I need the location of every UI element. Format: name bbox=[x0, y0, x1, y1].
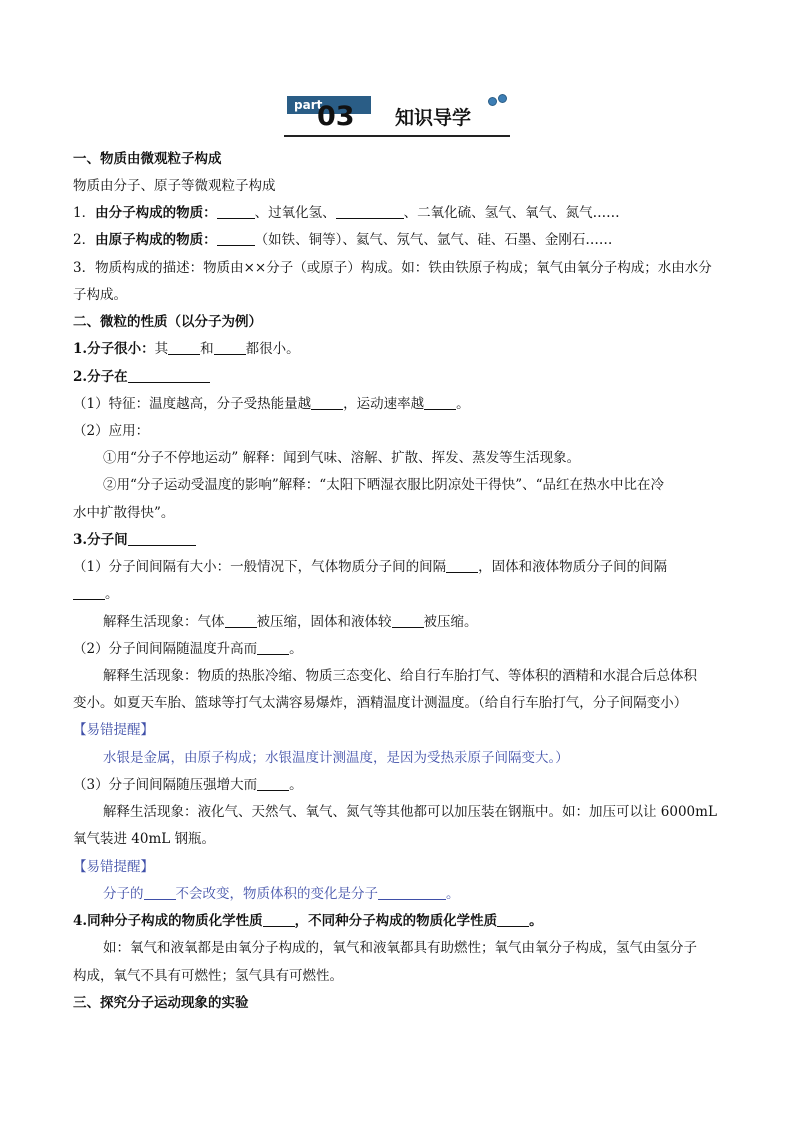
text-line: （3）分子间间隔随压强增大而 。 bbox=[73, 777, 303, 793]
subheading: 3.分子间 bbox=[73, 530, 196, 550]
subheading: 4.同种分子构成的物质化学性质 ，不同种分子构成的物质化学性质 。 bbox=[73, 913, 543, 929]
text-line: 如：氧气和液氧都是由氧分子构成的，氧气和液氧都具有助燃性；氧气由氧分子构成，氢气由氢分子 bbox=[103, 940, 697, 956]
part-badge bbox=[287, 96, 371, 136]
text-line: 解释生活现象：物质的热胀冷缩、物质三态变化、给自行车胎打气、等体积的酒精和水混合后总体积 bbox=[103, 668, 697, 684]
part-label: part. bbox=[287, 96, 371, 114]
text-line: ②用“分子运动受温度的影响”解释：“太阳下晒湿衣服比阴凉处干得快”、“品红在热水中比在冷 bbox=[103, 477, 665, 493]
text-line: （1）特征：温度越高，分子受热能量越 ，运动速率越 。 bbox=[73, 396, 470, 412]
text-line: 1．由分子构成的物质： 、过氧化氢、 、二氧化硫、氢气、氧气、氮气…… bbox=[73, 205, 620, 221]
section-title: 知识导学 bbox=[395, 107, 472, 129]
decorative-dots-icon bbox=[487, 94, 511, 108]
text-line: 物质由分子、原子等微观粒子构成 bbox=[73, 178, 276, 194]
text-line: 2．由原子构成的物质： （如铁、铜等）、氦气、氖气、氩气、硅、石墨、金刚石…… bbox=[73, 232, 613, 248]
heading-2: 二、微粒的性质（以分子为例） bbox=[73, 314, 262, 330]
text-line: 变小。如夏天车胎、篮球等打气太满容易爆炸，酒精温度计测温度。（给自行车胎打气，分子间隔变小） bbox=[73, 695, 688, 711]
error-reminder-label: 【易错提醒】 bbox=[73, 722, 154, 738]
text-line: 氧气装进 40mL 钢瓶。 bbox=[73, 831, 216, 847]
text-line: 解释生活现象：液化气、天然气、氧气、氮气等其他都可以加压装在钢瓶中。如：加压可以让 6000mL bbox=[103, 804, 717, 820]
text-line: （2）分子间间隔随温度升高而 。 bbox=[73, 641, 303, 657]
header-underline bbox=[284, 135, 510, 137]
reminder-text: 分子的 不会改变，物质体积的变化是分子 。 bbox=[103, 886, 460, 902]
text-line: （1）分子间间隔有大小：一般情况下，气体物质分子间的间隔 ，固体和液体物质分子间的间隔 bbox=[73, 559, 668, 575]
text-line: 。 bbox=[73, 584, 119, 604]
reminder-text: 水银是金属，由原子构成；水银温度计测温度，是因为受热汞原子间隔变大。） bbox=[103, 750, 569, 766]
text-line: ①用“分子不停地运动” 解释：闻到气味、溶解、扩散、挥发、蒸发等生活现象。 bbox=[103, 450, 581, 466]
text-line: 水中扩散得快”。 bbox=[73, 505, 175, 521]
subheading: 2.分子在 bbox=[73, 367, 210, 387]
text-line: 3．物质构成的描述：物质由××分子（或原子）构成。如：铁由铁原子构成；氧气由氧分子构成；水由水分 bbox=[73, 260, 712, 276]
text-line: 构成，氧气不具有可燃性；氢气具有可燃性。 bbox=[73, 968, 343, 984]
text-line: 解释生活现象：气体 被压缩，固体和液体较 被压缩。 bbox=[103, 614, 478, 630]
text-line: （2）应用： bbox=[73, 423, 150, 439]
error-reminder-label: 【易错提醒】 bbox=[73, 859, 154, 875]
heading-3: 三、探究分子运动现象的实验 bbox=[73, 995, 249, 1011]
part-number: 03 bbox=[317, 101, 355, 132]
text-line: 1.分子很小：其 和 都很小。 bbox=[73, 341, 300, 357]
text-line: 子构成。 bbox=[73, 287, 127, 303]
section-header bbox=[284, 94, 510, 138]
heading-1: 一、物质由微观粒子构成 bbox=[73, 151, 222, 167]
